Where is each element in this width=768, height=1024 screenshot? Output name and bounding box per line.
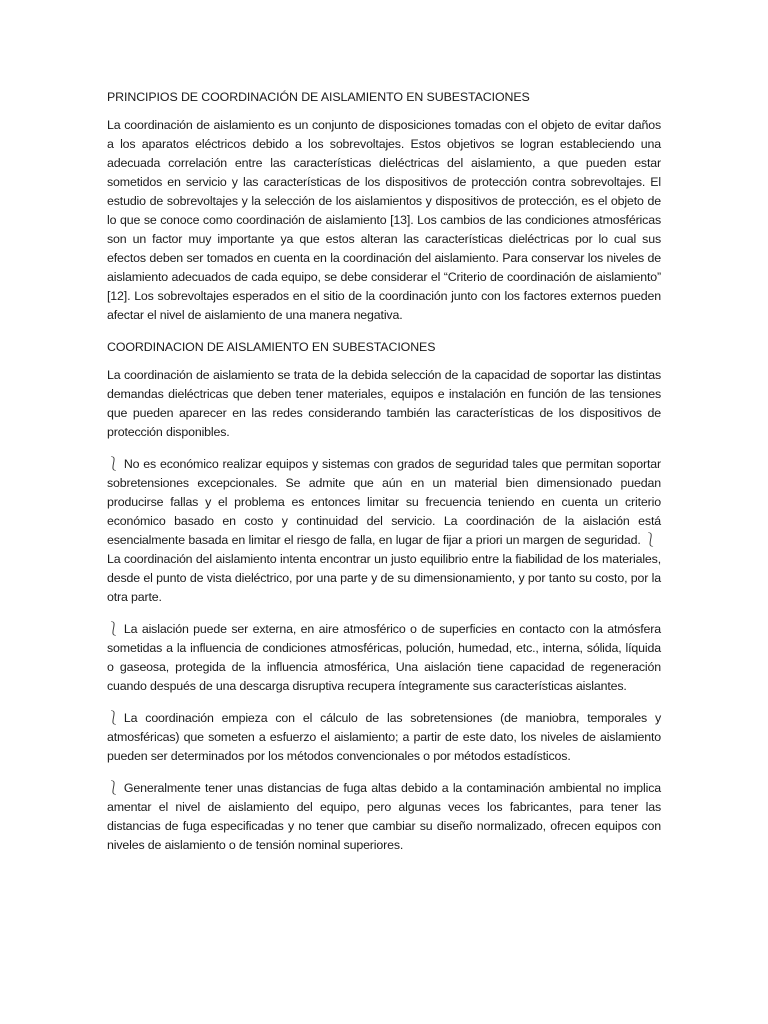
document-page bbox=[107, 88, 661, 868]
bullet-text-calculo: La coordinación empieza con el cálculo de las sobretensiones (de maniobra, temporales y atmosféricas) que someten a esfuerzo el aislamiento; a partir de este dato, los niveles de aislamiento pueden ser determinados por los métodos convencionales o por métodos estadísticos. bbox=[107, 711, 661, 763]
paragraph-coordinacion: La coordinación de aislamiento se trata de la debida selección de la capacidad de soportar las distintas demandas dieléctricas que deben tener materiales, equipos e instalación en función de las tensiones que pueden aparecer en las redes considerando también las características de los dispositivos de protección disponibles. bbox=[107, 368, 661, 439]
bullet-text-distancias: Generalmente tener unas distancias de fuga altas debido a la contaminación ambiental no implica amentar el nivel de aislamiento del equipo, pero algunas veces los fabricantes, para tener las distancias de fuga especificadas y no tener que cambiar su diseño normalizado, ofrecen equipos con niveles de aislamiento o de tensión nominal superiores. bbox=[107, 781, 661, 852]
bullet-paragraph-economico bbox=[107, 455, 661, 607]
bullet-marker-icon: ⎱ bbox=[644, 533, 657, 548]
bullet-marker-icon: ⎱ bbox=[107, 781, 120, 796]
bullet-text-aislacion: La aislación puede ser externa, en aire atmosférico o de superficies en contacto con la atmósfera sometidas a la influencia de condiciones atmosféricas, polución, humedad, etc., interna, sólida, líquida o gaseosa, protegida de la influencia atmosférica, Una aislación tiene capacidad de regeneración cuando después de una descarga disruptiva recupera íntegramente sus características aislantes. bbox=[107, 622, 661, 693]
bullet-paragraph-calculo bbox=[107, 709, 661, 766]
paragraph-principios: La coordinación de aislamiento es un conjunto de disposiciones tomadas con el objeto de evitar daños a los aparatos eléctricos debido a los sobrevoltajes. Estos objetivos se logran estableciendo una adecuada correlación entre las características dieléctricas del aislamiento, a que pueden estar sometidos en servicio y las características de los dispositivos de protección contra sobrevoltajes. El estudio de sobrevoltajes y la selección de los aislamientos y dispositivos de protección, es el objeto de lo que se conoce como coordinación de aislamiento [13]. Los cambios de las condiciones atmosféricas son un factor muy importante ya que estos alteran las características dieléctricas por lo cual sus efectos deben ser tomados en cuenta en la coordinación del aislamiento. Para conservar los niveles de aislamiento adecuados de cada equipo, se debe considerar el “Criterio de coordinación de aislamiento” [12]. Los sobrevoltajes esperados en el sitio de la coordinación junto con los factores externos pueden afectar el nivel de aislamiento de una manera negativa. bbox=[107, 118, 661, 322]
section-heading-coordinacion: COORDINACION DE AISLAMIENTO EN SUBESTACIONES bbox=[107, 340, 436, 354]
bullet-text-equilibrio: La coordinación del aislamiento intenta encontrar un justo equilibrio entre la fiabilidad de los materiales, desde el punto de vista dieléctrico, por una parte y de su dimensionamiento, y por tanto su costo, por la otra parte. bbox=[107, 552, 661, 604]
bullet-paragraph-distancias bbox=[107, 779, 661, 855]
bullet-text-economico: No es económico realizar equipos y sistemas con grados de seguridad tales que permitan soportar sobretensiones excepcionales. Se admite que aún en un material bien dimensionado puedan producirse fallas y el problema es entonces limitar su frecuencia teniendo en cuenta un criterio económico basado en costo y continuidad del servicio. La coordinación de la aislación está esencialmente basada en limitar el riesgo de falla, en lugar de fijar a priori un margen de seguridad. bbox=[107, 457, 661, 547]
bullet-marker-icon: ⎱ bbox=[107, 622, 120, 637]
bullet-marker-icon: ⎱ bbox=[107, 457, 120, 472]
bullet-marker-icon: ⎱ bbox=[107, 711, 120, 726]
section-heading-principios: PRINCIPIOS DE COORDINACIÓN DE AISLAMIENTO EN SUBESTACIONES bbox=[107, 90, 530, 104]
bullet-paragraph-aislacion bbox=[107, 620, 661, 696]
